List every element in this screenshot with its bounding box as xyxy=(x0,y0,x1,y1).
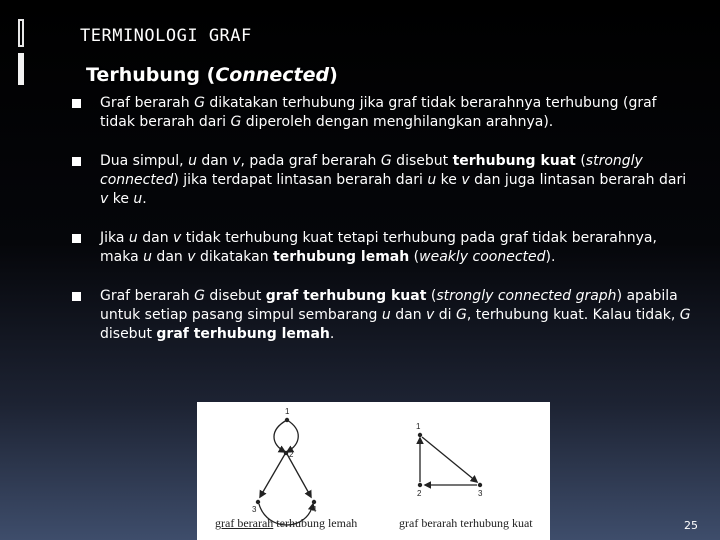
text: Graf berarah xyxy=(100,288,195,304)
caption-weak-graph xyxy=(215,516,357,531)
graph-figure xyxy=(197,402,550,540)
node-label-4: 4 xyxy=(312,505,317,514)
text: . xyxy=(329,326,335,342)
section-title-close: ) xyxy=(329,64,338,86)
text: ) apabila untuk setiap pasang simpul sembarang xyxy=(100,288,678,323)
text: Dua simpul, xyxy=(100,153,189,169)
edge-1-3 xyxy=(422,437,477,482)
bullet-marker-icon xyxy=(72,99,81,108)
section-title xyxy=(86,64,338,86)
bullet-marker-icon xyxy=(72,292,81,301)
node-1 xyxy=(285,418,289,422)
text-italic: v xyxy=(187,249,196,265)
decorative-bar-solid xyxy=(18,53,24,85)
text-italic: u xyxy=(381,307,391,323)
text: dan xyxy=(137,230,174,246)
page-number: 25 xyxy=(684,519,698,532)
text-italic: weakly coonected xyxy=(419,249,546,265)
text-italic: strongly connected xyxy=(100,153,643,188)
caption-strong-graph: graf berarah terhubung kuat xyxy=(399,516,533,530)
section-title-italic: Connected xyxy=(215,64,330,86)
node-label-3: 3 xyxy=(252,505,257,514)
node-2 xyxy=(418,483,422,487)
bullet-marker-icon xyxy=(72,157,81,166)
graph-weak xyxy=(252,407,317,525)
graph-strong xyxy=(416,422,483,498)
text-italic: u xyxy=(143,249,152,265)
text-italic: v xyxy=(100,191,109,207)
text-bold: graf terhubung lemah xyxy=(156,326,330,342)
text: , terhubung kuat. Kalau tidak, xyxy=(466,307,680,323)
text: tidak terhubung kuat tetapi terhubung pada graf tidak berarahnya, maka xyxy=(100,230,657,265)
text: dikatakan terhubung jika graf tidak berarahnya terhubung (graf tidak berarah dari xyxy=(100,95,657,130)
text: dan xyxy=(151,249,188,265)
node-label-1: 1 xyxy=(416,422,421,431)
section-title-text: Terhubung ( xyxy=(86,64,216,86)
text: . xyxy=(142,191,147,207)
text: ) jika terdapat lintasan berarah dari xyxy=(173,172,428,188)
text: disebut xyxy=(100,326,157,342)
bullet-item-2 xyxy=(72,152,692,209)
text: ( xyxy=(426,288,437,304)
caption-underlined: graf berarah xyxy=(215,516,274,530)
edge-1-2-right xyxy=(287,420,298,452)
text: ). xyxy=(545,249,556,265)
text-italic: u xyxy=(128,230,138,246)
node-3 xyxy=(256,500,260,504)
text-italic: v xyxy=(461,172,470,188)
edge-1-2-left xyxy=(274,420,287,452)
text: ke xyxy=(108,191,134,207)
text-italic: G xyxy=(194,288,205,304)
bullet-item-1 xyxy=(72,94,692,132)
text: disebut xyxy=(204,288,266,304)
node-1 xyxy=(418,433,422,437)
text: , pada graf berarah xyxy=(240,153,381,169)
text-italic: u xyxy=(427,172,437,188)
bullet-item-4 xyxy=(72,287,692,344)
text: di xyxy=(434,307,457,323)
bullet-list xyxy=(72,94,692,344)
node-4 xyxy=(312,500,316,504)
text: dan juga lintasan berarah dari xyxy=(469,172,687,188)
text: ( xyxy=(409,249,420,265)
edge-2-3 xyxy=(260,454,285,497)
node-label-1: 1 xyxy=(285,407,290,416)
text: dan xyxy=(196,153,233,169)
text-bold: terhubung lemah xyxy=(273,249,410,265)
text: dan xyxy=(390,307,427,323)
node-3 xyxy=(478,483,482,487)
node-label-2: 2 xyxy=(289,450,294,459)
text-italic: G xyxy=(456,307,467,323)
node-label-2: 2 xyxy=(417,489,422,498)
text-italic: G xyxy=(194,95,205,111)
text-italic: v xyxy=(426,307,435,323)
text: dikatakan xyxy=(195,249,274,265)
slide-title: TERMINOLOGI GRAF xyxy=(80,26,252,46)
text: Jika xyxy=(100,230,129,246)
text-italic: G xyxy=(679,307,691,323)
text-italic: v xyxy=(173,230,182,246)
text: ke xyxy=(436,172,462,188)
bullet-item-3 xyxy=(72,229,692,267)
text-italic: v xyxy=(232,153,241,169)
caption-rest: terhubung lemah xyxy=(273,516,358,530)
text: diperoleh dengan menghilangkan arahnya). xyxy=(241,114,554,130)
decorative-bar-outline xyxy=(18,19,24,47)
text-italic: u xyxy=(188,153,197,169)
text: disebut xyxy=(391,153,453,169)
node-label-3: 3 xyxy=(478,489,483,498)
text: Graf berarah xyxy=(100,95,195,111)
text-bold: graf terhubung kuat xyxy=(265,288,427,304)
text-italic: strongly connected graph xyxy=(436,288,617,304)
text-italic: G xyxy=(230,114,242,130)
bullet-marker-icon xyxy=(72,234,81,243)
node-2 xyxy=(284,451,288,455)
text-bold: terhubung kuat xyxy=(452,153,576,169)
edge-2-4 xyxy=(287,454,311,497)
text-italic: u xyxy=(133,191,143,207)
text: ( xyxy=(575,153,586,169)
text-italic: G xyxy=(380,153,392,169)
